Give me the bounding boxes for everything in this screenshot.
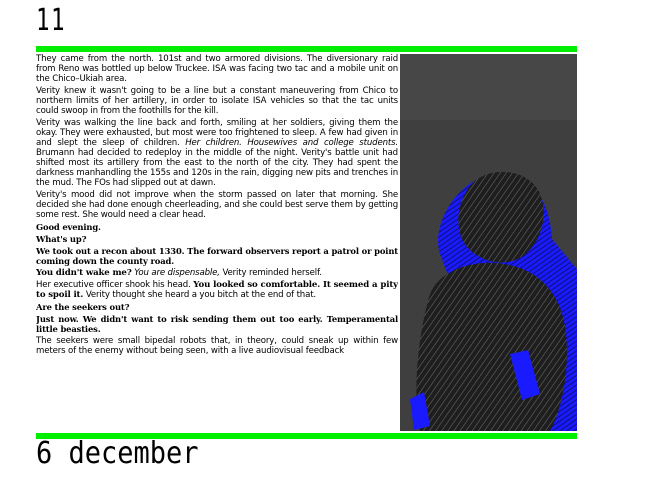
dialog-line: What's up? [36,234,87,244]
page-number: 11 [36,3,67,38]
dialog-inline: You looked so comfortable. It seemed a pity to spoil it. [36,280,398,300]
paragraph: They came from the north. 101st and two armored divisions. The diversionary raid from Reno was bottled up below Truckee. ISA was facing two tac and a mobile unit on the Chico–Ukiah area. [36,54,398,84]
emphasis-text: You are dispensable, [131,268,220,278]
dialog-line: Just now. We didn't want to risk sending them out too early. Temperamental little beasties. [36,314,398,334]
text-span: Verity reminded herself. [219,268,322,278]
story-text [36,54,398,431]
paragraph [36,280,398,300]
paragraph [36,118,398,188]
text-span: Brumann had decided to redeploy in the middle of the night. Verity's battle unit had shifted most its artillery from the east to the north of the city. They had spent the darkness manhandling the 155s and 120s in the rain, digging new pits and trenches in the mud. The FOs had slipped out at dawn. [36,148,398,188]
dialog-line: Good evening. [36,222,101,232]
text-span: Verity was walking the line back and forth, smiling at her soldiers, giving them the okay. They were exhausted, but most were too frightened to sleep. A few had given in and slept the sleep of children. [36,118,398,148]
paragraph: The seekers were small bipedal robots that, in theory, could sneak up within few meters of the enemy without being seen, with a live audiovisual feedback [36,336,398,356]
paragraph: Verity knew it wasn't going to be a line but a constant maneuvering from Chico to northern limits of her artillery, in order to isolate ISA vehicles so that the tac units could swoop in from the foothills for the kill. [36,86,398,116]
date-heading: 6 december [36,436,199,471]
text-span: Verity thought she heard a you bitch at the end of that. [83,290,317,300]
dialog-line: We took out a recon about 1330. The forward observers report a patrol or point coming down the county road. [36,246,398,266]
dialog-line: Are the seekers out? [36,302,130,312]
illustration-panel [400,54,577,431]
text-span: Her executive officer shook his head. [36,280,194,290]
emphasis-text: Her children. Housewives and college students. [185,138,398,148]
paragraph [36,268,398,278]
soldier-silhouette-icon [400,54,577,431]
top-divider [36,46,577,52]
paragraph: Verity's mood did not improve when the storm passed on later that morning. She decided she had done enough cheerleading, and she could best serve them by getting some rest. She would need a clear head. [36,190,398,220]
dialog-inline: You didn't wake me? [36,268,132,278]
